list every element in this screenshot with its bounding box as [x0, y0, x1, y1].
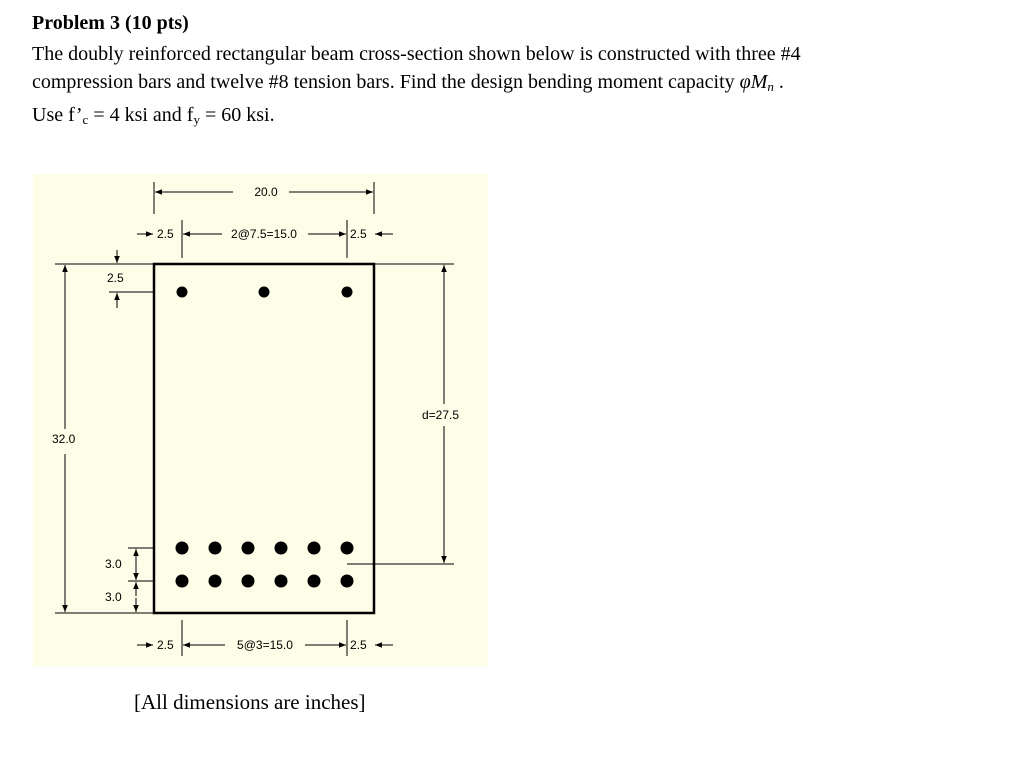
- tension-bar: [275, 542, 288, 555]
- beam-cross-section-figure: [33, 174, 488, 667]
- figure-caption: [All dimensions are inches]: [134, 690, 366, 714]
- tension-bar: [308, 575, 321, 588]
- overall-height-label: 32.0: [52, 432, 76, 446]
- top-right-cover-label: 2.5: [350, 227, 367, 241]
- compression-bars: [177, 287, 353, 298]
- fy-text: = 4 ksi and f: [88, 104, 194, 126]
- tension-bar: [209, 542, 222, 555]
- tension-bar: [242, 575, 255, 588]
- fy-subscript: y: [193, 112, 200, 127]
- statement-line-2-end: .: [773, 71, 784, 93]
- bottom-right-cover-label: 2.5: [350, 638, 367, 652]
- moment-subscript: n: [767, 79, 774, 94]
- tension-bar: [341, 575, 354, 588]
- fc-subscript: c: [82, 112, 89, 127]
- row-spacing-dimension: [128, 548, 154, 612]
- fy-value-text: = 60 ksi.: [199, 104, 275, 126]
- bottom-left-cover-label: 2.5: [157, 638, 174, 652]
- statement-line-2-text: compression bars and twelve #8 tension bars. Find the design bending moment capacity: [32, 71, 740, 93]
- beam-diagram: [33, 174, 488, 667]
- problem-title: Problem 3 (10 pts): [32, 12, 189, 34]
- problem-statement: [32, 40, 992, 134]
- statement-line-2: [32, 68, 992, 101]
- overall-width-label: 20.0: [254, 185, 278, 199]
- statement-line-3: [32, 101, 992, 134]
- row-spacing-1-label: 3.0: [105, 557, 122, 571]
- tension-bars: [176, 542, 354, 588]
- row-spacing-2-label: 3.0: [105, 590, 122, 604]
- compression-bar: [342, 287, 353, 298]
- compression-bar: [177, 287, 188, 298]
- compression-bar: [259, 287, 270, 298]
- statement-line-1: The doubly reinforced rectangular beam cross-section shown below is constructed with three #4: [32, 43, 801, 65]
- bottom-spacing-label: 5@3=15.0: [237, 638, 293, 652]
- tension-bar: [176, 542, 189, 555]
- phi-symbol: φ: [739, 71, 751, 93]
- moment-symbol: M: [750, 71, 768, 93]
- top-bar-depth-label: 2.5: [107, 271, 124, 285]
- effective-depth-label: d=27.5: [422, 408, 460, 422]
- tension-bar: [341, 542, 354, 555]
- tension-bar: [176, 575, 189, 588]
- tension-bar: [275, 575, 288, 588]
- tension-bar: [242, 542, 255, 555]
- tension-bar: [308, 542, 321, 555]
- use-text: Use f’: [32, 104, 83, 126]
- beam-outline: [154, 264, 374, 613]
- tension-bar: [209, 575, 222, 588]
- top-left-cover-label: 2.5: [157, 227, 174, 241]
- top-spacing-label: 2@7.5=15.0: [231, 227, 297, 241]
